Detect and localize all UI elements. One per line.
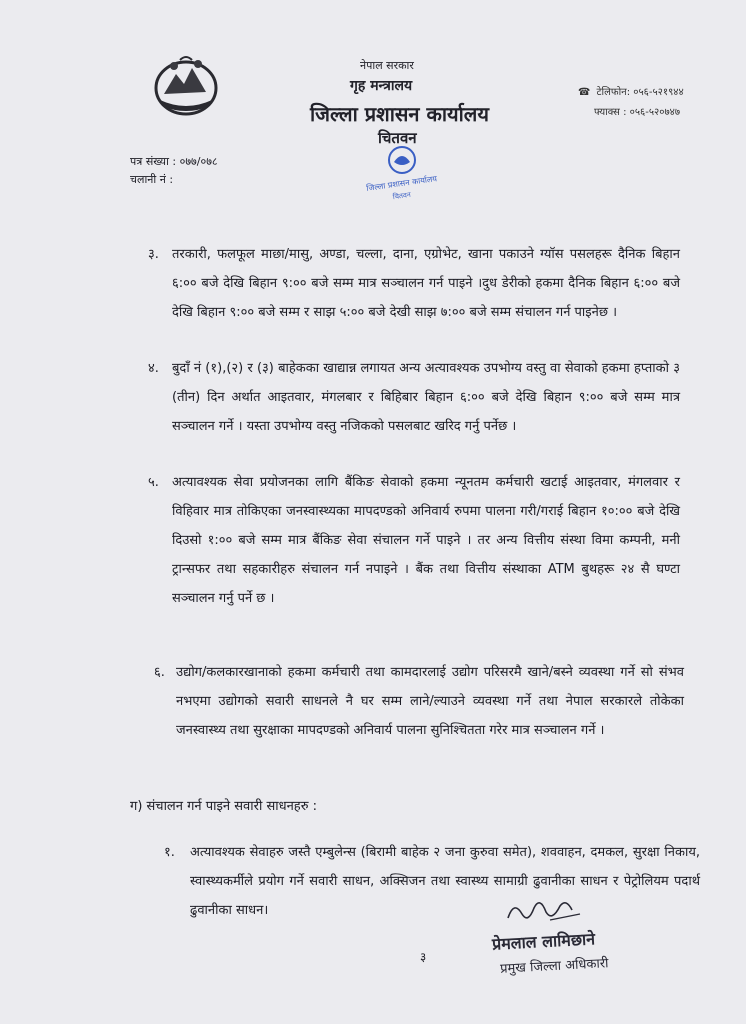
telephone-number: टेलिफोन: ०५६-५२१९४४	[596, 87, 684, 98]
nepal-emblem-icon	[150, 54, 222, 120]
letter-number: पत्र संख्या : ०७७/०७८	[130, 155, 218, 168]
section-heading: ग) संचालन गर्न पाइने सवारी साधनहरु :	[130, 799, 317, 814]
stamp-text: जिल्ला प्रशासन कार्यालय	[365, 174, 438, 193]
item-number: ४.	[148, 361, 159, 376]
vehicle-item-number: १.	[164, 845, 175, 860]
ministry-name: गृह मन्त्रालय	[350, 78, 413, 94]
signatory-title: प्रमुख जिल्ला अधिकारी	[499, 956, 609, 977]
item-text: उद्योग/कलकारखानाको हकमा कर्मचारी तथा कामदारलाई उद्योग परिसरमै खाने/बस्ने व्यवस्था गर्ने सो संभव नभएमा उद्योगको सवारी साधनले नै घर सम्म लाने/ल्याउने व्यवस्था गर्ने तथा नेपाल सरकारले तोकेका जनस्वास्थ्य तथा सुरक्षाका मापदण्डको अनिवार्य पालना सुनिश्चितता गरेर मात्र सञ्चालन गर्ने ।	[176, 665, 684, 738]
office-stamp-icon	[354, 140, 450, 208]
item-number: ६.	[154, 665, 165, 680]
item-text: बुदाँ नं (१),(२) र (३) बाहेकका खाद्यान्न लगायत अन्य अत्यावश्यक उपभोग्य वस्तु वा सेवाको हकमा हप्ताको ३ (तीन) दिन अर्थात आइतवार, मंगलबार र बिहिबार बिहान ६:०० बजे देखि बिहान ९:०० बजे सम्म मात्र सञ्चालन गर्ने । यस्ता उपभोग्य वस्तु नजिकको पसलबाट खरिद गर्नु पर्नेछ ।	[172, 361, 680, 434]
item-number: ३.	[148, 247, 159, 262]
district-name: चितवन	[378, 129, 417, 147]
office-name: जिल्ला प्रशासन कार्यालय	[310, 102, 489, 126]
page-number: ३	[420, 950, 427, 964]
fax-number: फ्याक्स : ०५६-५२०७४७	[594, 107, 681, 118]
vehicle-item-text: अत्यावश्यक सेवाहरु जस्तै एम्बुलेन्स (बिरामी बाहेक २ जना कुरुवा समेत), शववाहन, दमकल, सुरक्षा निकाय, स्वास्थ्यकर्मीले प्रयोग गर्ने सवारी साधन, अक्सिजन तथा स्वास्थ्य सामाग्री ढुवानीका साधन र पेट्रोलियम पदार्थ ढुवानीका साधन।	[190, 845, 700, 918]
signatory-name: प्रेमलाल लामिछाने	[491, 929, 596, 954]
stamp-subtext: चितवन	[392, 190, 412, 202]
item-text: अत्यावश्यक सेवा प्रयोजनका लागि बैंकिङ सेवाको हकमा न्यूनतम कर्मचारी खटाई आइतवार, मंगलवार र विहिवार मात्र तोकिएका जनस्वास्थ्यका मापदण्डको अनिवार्य रुपमा पालना गरी/गराई बिहान १०:०० बजे देखि दिउसो १:०० बजे सम्म मात्र बैंकिङ सेवा संचालन गर्ने पाइने । तर अन्य वित्तीय संस्था विमा कम्पनी, मनी ट्रान्सफर तथा सहकारीहरु संचालन गर्न नपाइने । बैंक तथा वित्तीय संस्थाका ATM बुथहरू २४ सै घण्टा सञ्चालन गर्नु पर्ने छ ।	[172, 475, 680, 606]
signature-icon	[500, 888, 590, 934]
item-number: ५.	[148, 475, 159, 490]
government-name: नेपाल सरकार	[360, 59, 414, 72]
phone-icon: ☎	[578, 87, 591, 98]
dispatch-number: चलानी नं :	[130, 173, 174, 186]
item-text: तरकारी, फलफूल माछा/मासु, अण्डा, चल्ला, दाना, एग्रोभेट, खाना पकाउने ग्यॉस पसलहरू दैनिक बिहान ६:०० बजे देखि बिहान ९:०० बजे सम्म मात्र सञ्चालन गर्न पाइने ।दुध डेरीको हकमा दैनिक बिहान ६:०० बजे देखि बिहान ९:०० बजे सम्म र साझ ५:०० बजे देखी साझ ७:०० बजे सम्म संचालन गर्न पाइनेछ ।	[172, 247, 680, 320]
telephone-line	[578, 84, 684, 98]
